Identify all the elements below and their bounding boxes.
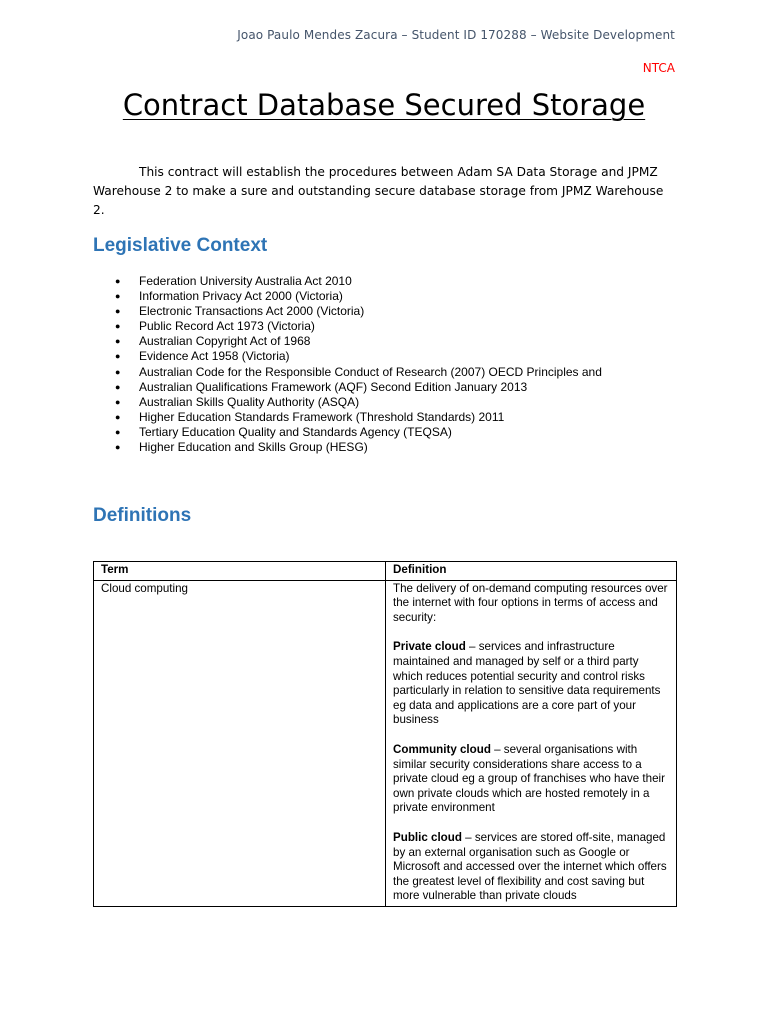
list-item-text: Australian Skills Quality Authority (ASQA) xyxy=(139,394,360,409)
list-item-text: Higher Education and Skills Group (HESG) xyxy=(139,440,368,455)
public-cloud-label: Public cloud xyxy=(393,830,462,844)
private-cloud-label: Private cloud xyxy=(393,640,466,654)
list-item xyxy=(93,410,602,425)
list-item-text: Federation University Australia Act 2010 xyxy=(139,274,352,288)
bullet-icon: ● xyxy=(115,291,121,302)
bullet-icon: ● xyxy=(115,306,121,317)
bullet-icon: ● xyxy=(115,442,121,453)
list-item-text: Australian Code for the Responsible Conduct of Research (2007) OECD Principles and xyxy=(139,364,602,379)
list-item-text: Electronic Transactions Act 2000 (Victoria) xyxy=(139,304,365,319)
list-item-text: Information Privacy Act 2000 (Victoria) xyxy=(139,289,343,304)
bullet-icon: ● xyxy=(115,276,121,286)
list-item xyxy=(93,425,602,440)
table-header-row xyxy=(94,562,677,581)
bullet-icon: ● xyxy=(115,396,121,407)
definitions-table xyxy=(93,561,677,907)
legislation-list xyxy=(93,274,602,455)
community-cloud-label: Community cloud xyxy=(393,742,491,756)
public-cloud-text: – services are stored off-site, managed by an external organisation such as Google or Microsoft and accessed over the internet which offers the greatest level of flexibility and cost saving but more vulnerable than private clouds xyxy=(393,830,667,903)
header-author-line: Joao Paulo Mendes Zacura – Student ID 170288 – Website Development xyxy=(237,28,675,42)
column-header-definition: Definition xyxy=(386,562,677,581)
definitions-heading: Definitions xyxy=(93,505,192,526)
list-item xyxy=(93,380,602,395)
document-title: Contract Database Secured Storage xyxy=(122,88,646,122)
list-item xyxy=(93,440,602,455)
list-item xyxy=(93,334,602,349)
list-item xyxy=(93,319,602,334)
list-item xyxy=(93,289,602,304)
list-item xyxy=(93,274,602,289)
community-cloud-text: – several organisations with similar security considerations share access to a private cloud eg a group of franchises who have their own private clouds which are hosted remotely in a private environment xyxy=(393,742,665,815)
bullet-icon: ● xyxy=(115,321,121,332)
list-item xyxy=(93,349,602,364)
header-code: NTCA xyxy=(642,61,675,75)
community-cloud-definition xyxy=(393,743,669,816)
list-item-text: Australian Copyright Act of 1968 xyxy=(139,334,311,349)
definition-intro: The delivery of on-demand computing resources over the internet with four options in terms of access and security: xyxy=(393,581,668,624)
list-item-text: Evidence Act 1958 (Victoria) xyxy=(139,349,290,364)
list-item xyxy=(93,395,602,410)
public-cloud-definition xyxy=(393,831,669,904)
list-item-text: Tertiary Education Quality and Standards Agency (TEQSA) xyxy=(139,424,452,439)
bullet-icon: ● xyxy=(115,426,121,437)
bullet-icon: ● xyxy=(115,366,121,377)
definition-cell xyxy=(386,580,677,906)
bullet-icon: ● xyxy=(115,381,121,392)
bullet-icon: ● xyxy=(115,336,121,347)
list-item-text: Public Record Act 1973 (Victoria) xyxy=(139,319,315,334)
list-item xyxy=(93,304,602,319)
intro-paragraph: This contract will establish the procedures between Adam SA Data Storage and JPMZ Warehouse 2 to make a sure and outstanding secure database storage from JPMZ Warehouse 2. xyxy=(93,165,664,217)
table-row xyxy=(94,580,677,906)
private-cloud-text: – services and infrastructure maintained and managed by self or a third party which reduces potential security and control risks particularly in relation to sensitive data requirements eg data and applications are a core part of your business xyxy=(393,640,661,727)
list-item xyxy=(93,365,602,380)
legislative-context-heading: Legislative Context xyxy=(93,235,268,256)
private-cloud-definition xyxy=(393,640,669,728)
term-cell: Cloud computing xyxy=(94,580,386,906)
list-item-text: Australian Qualifications Framework (AQF) Second Edition January 2013 xyxy=(139,379,528,394)
bullet-icon: ● xyxy=(115,351,121,362)
column-header-term: Term xyxy=(94,562,386,581)
list-item-text: Higher Education Standards Framework (Threshold Standards) 2011 xyxy=(139,409,505,424)
bullet-icon: ● xyxy=(115,411,121,422)
